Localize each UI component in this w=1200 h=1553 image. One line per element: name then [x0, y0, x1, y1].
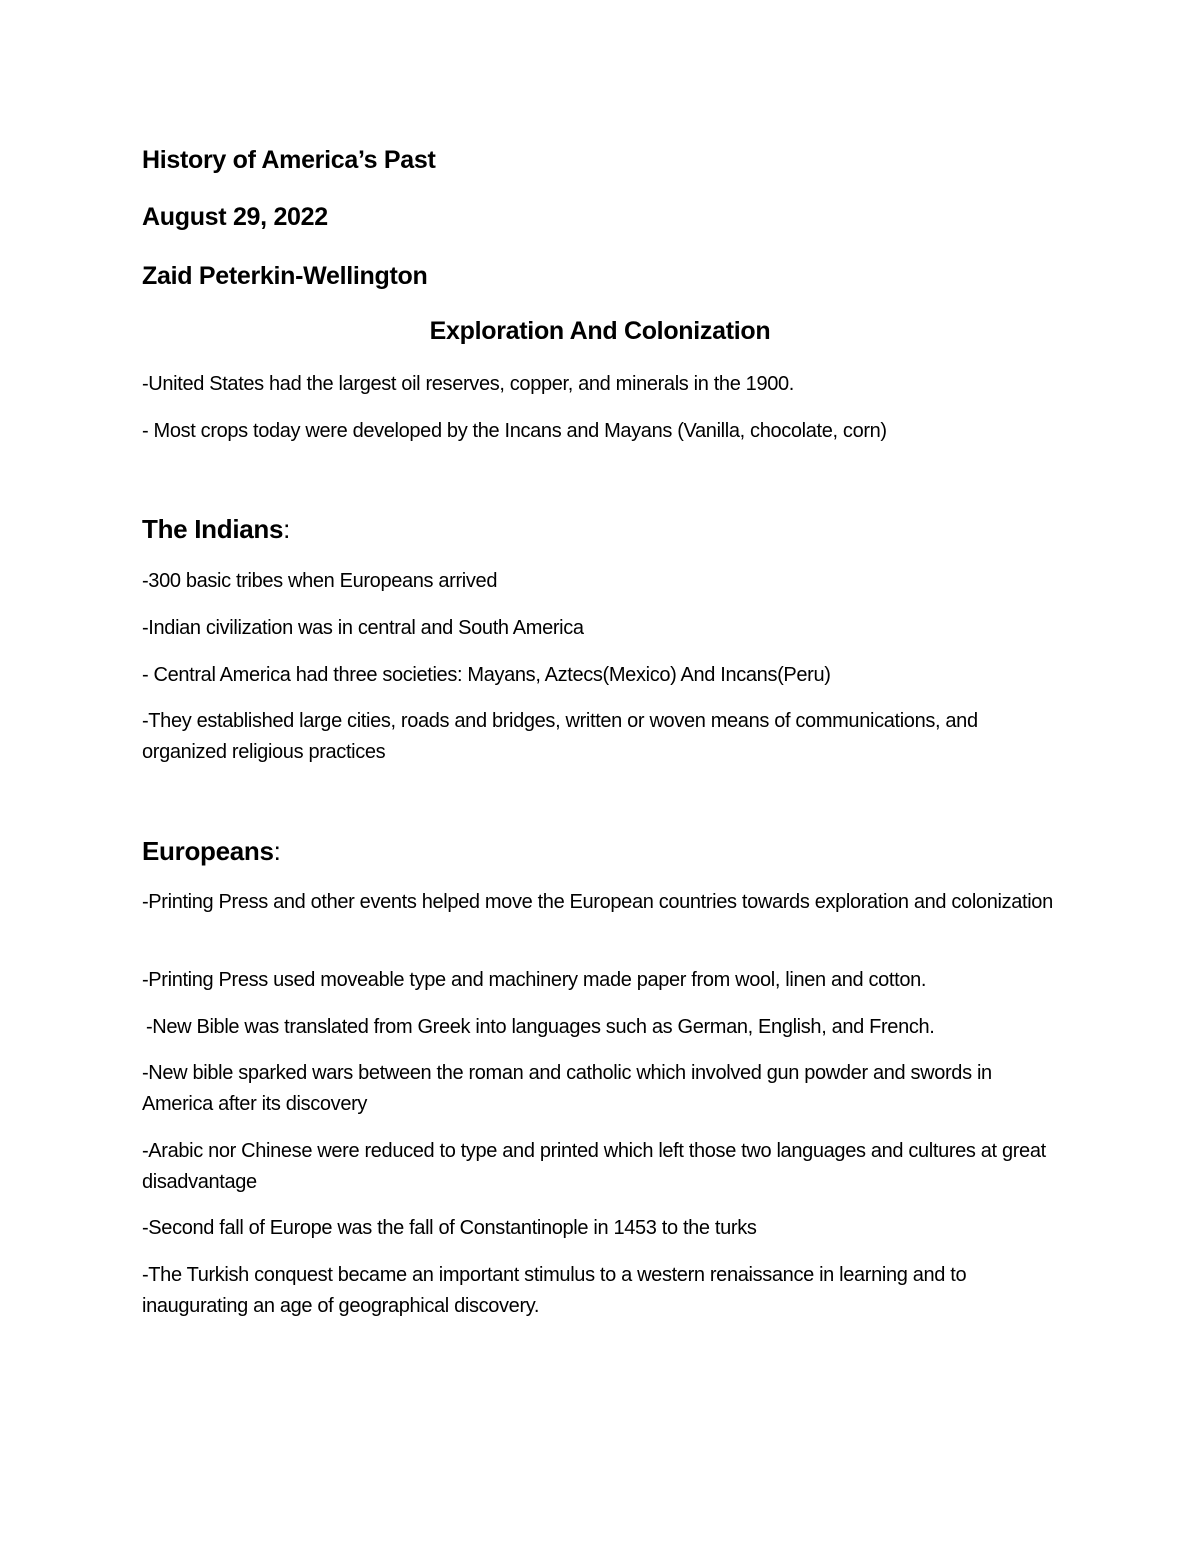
intro-note: - Most crops today were developed by the Incans and Mayans (Vanilla, chocolate, corn): [142, 420, 887, 442]
europeans-note: -New Bible was translated from Greek into languages such as German, English, and French.: [146, 1016, 935, 1038]
section-heading-colon: :: [273, 836, 281, 866]
europeans-note: -Printing Press used moveable type and machinery made paper from wool, linen and cotton.: [142, 969, 927, 991]
intro-note: -United States had the largest oil reserves, copper, and minerals in the 1900.: [142, 373, 794, 395]
course-title: History of America’s Past: [142, 146, 436, 174]
europeans-note: -Printing Press and other events helped move the European countries towards exploration and colonization: [142, 891, 1053, 913]
europeans-note: -Arabic nor Chinese were reduced to type and printed which left those two languages and cultures at great disadvantage: [142, 1140, 1046, 1193]
section-heading-colon: :: [283, 514, 291, 544]
section-heading-indians: [142, 514, 290, 545]
indians-note: -300 basic tribes when Europeans arrived: [142, 570, 498, 592]
europeans-note: -The Turkish conquest became an important stimulus to a western renaissance in learning and to inaugurating an age of geographical discovery.: [142, 1264, 967, 1317]
section-heading-text: The Indians: [142, 514, 284, 544]
indians-note: -Indian civilization was in central and South America: [142, 617, 584, 639]
indians-note: -They established large cities, roads and bridges, written or woven means of communications, and organized religious practices: [142, 710, 978, 763]
indians-note: - Central America had three societies: Mayans, Aztecs(Mexico) And Incans(Peru): [142, 664, 831, 686]
europeans-note: -Second fall of Europe was the fall of Constantinople in 1453 to the turks: [142, 1217, 757, 1239]
europeans-note: -New bible sparked wars between the roman and catholic which involved gun powder and swords in America after its discovery: [142, 1062, 992, 1115]
author-name: Zaid Peterkin-Wellington: [142, 262, 428, 290]
document-title: Exploration And Colonization: [429, 317, 771, 345]
document-date: August 29, 2022: [142, 203, 328, 231]
section-heading-text: Europeans: [142, 836, 274, 866]
section-heading-europeans: [142, 836, 281, 867]
